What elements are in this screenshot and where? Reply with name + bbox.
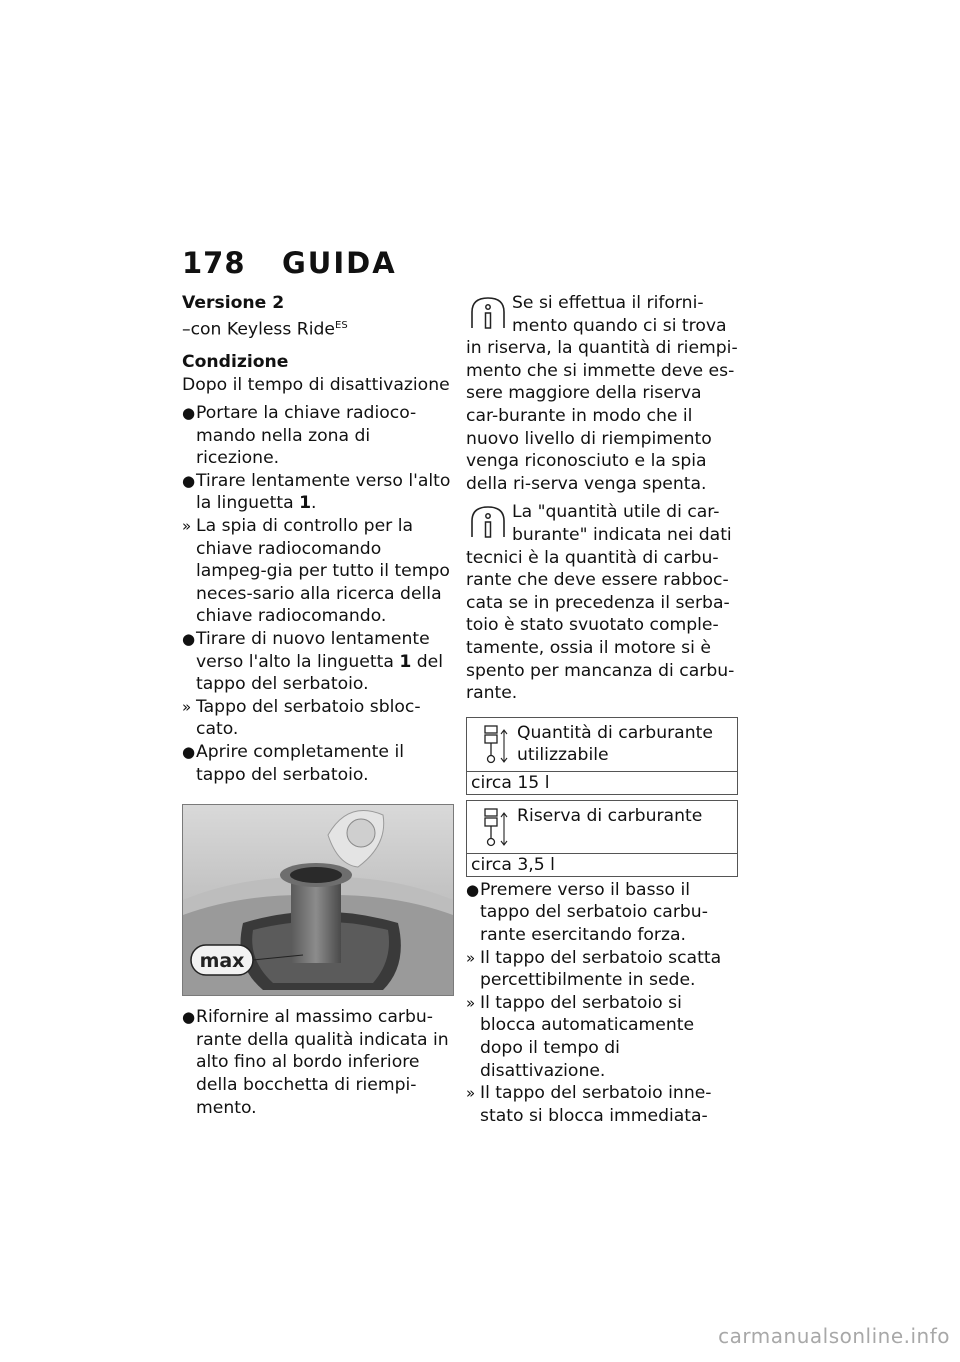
list-item [182,402,452,470]
list-item [466,879,738,947]
list-item-text: Tirare lentamente verso l'alto la linguetta [196,470,451,514]
bullet-marker: ● [466,880,480,899]
result-marker: » [182,517,192,536]
fuel-pump-icon [479,805,517,849]
list-item [466,1082,738,1127]
spec-table [466,800,738,877]
info-note [466,292,738,495]
spec-label: Quantità di carburante utilizzabile [517,722,713,766]
max-label: max [199,950,245,973]
list-item-text: Il tappo del serbatoio inne-stato si blocca immediata- [480,1083,712,1126]
condition-title: Condizione [182,351,289,372]
list-item-text: Portare la chiave radioco-mando nella zona di ricezione. [196,403,417,469]
list-item-text: Rifornire al massimo carbu-rante della qualità indicata in alto fino al bordo inferiore della bocchetta di riempi-mento. [196,1007,449,1118]
result-marker: » [182,697,192,716]
right-column [466,292,738,1127]
fuel-filler-photo [182,804,454,996]
list-item [182,515,452,628]
list-item [466,947,738,992]
left-column [182,292,452,1119]
version-sub-text: –con Keyless Ride [182,319,336,340]
spec-header [467,718,737,771]
version-subtitle [182,315,452,341]
info-icon [466,292,510,336]
callout-number: 1 [399,651,412,672]
list-item-text: Premere verso il basso il tappo del serbatoio carbu-rante esercitando forza. [480,879,708,946]
info-note-text: Se si effettua il riforni-mento quando ci si trova in riserva, la quantità di riempi-mento che si immette deve es-sere maggiore della riserva car-burante in modo che il nuovo livello di riempimento venga riconosciuto e la spia della ri-serva venga spenta. [466,293,738,494]
spec-value: circa 15 l [467,771,737,794]
bullet-marker: ● [182,471,196,490]
result-marker: » [466,948,476,967]
list-item-text: Tappo del serbatoio sbloc-cato. [196,696,421,740]
list-item-text: Il tappo del serbatoio si blocca automaticamente dopo il tempo di disattivazione. [480,992,695,1081]
condition-text: Dopo il tempo di disattivazione [182,374,450,395]
list-item-text: Il tappo del serbatoio scatta percettibilmente in sede. [480,947,722,991]
info-note [466,501,738,704]
info-icon [466,501,510,545]
bullet-marker: ● [182,404,196,423]
callout-number: 1 [299,493,312,514]
list-item [182,696,452,741]
fuel-pump-icon [479,722,517,766]
page-header [182,246,397,280]
list-item-text: Aprire completamente il tappo del serbatoio. [196,742,405,785]
list-item [182,741,452,786]
bullet-marker: ● [182,1008,196,1027]
fuel-filler-illustration [183,805,453,995]
section-title: GUIDA [282,246,397,280]
list-item [182,1006,452,1119]
result-marker: » [466,993,476,1012]
list-item [182,628,452,696]
spec-table [466,717,738,795]
version-title: Versione 2 [182,293,285,313]
watermark: carmanualsonline.info [718,1324,950,1348]
list-item-tail: . [311,493,317,514]
list-item [182,470,452,515]
list-item-text: La spia di controllo per la chiave radiocomando lampeg-gia per tutto il tempo neces-sario alla ricerca della chiave radiocomando. [196,516,450,627]
spec-label: Riserva di carburante [517,805,703,826]
list-item [466,992,738,1082]
info-note-text: La "quantità utile di car-burante" indicata nei dati tecnici è la quantità di carbu-rante che deve essere rabboc-cata se in precedenza il serba-toio è stato svuotato comple-tamente, ossia il motore si è spento per mancanza di carbu-rante. [466,502,735,704]
list-item-text: Tirare di nuovo lentamente verso l'alto la linguetta [196,629,430,672]
version-sup: ES [335,319,348,331]
bullet-marker: ● [182,743,196,762]
page-number: 178 [182,246,246,280]
spec-header [467,801,737,853]
result-marker: » [466,1084,476,1103]
bullet-marker: ● [182,630,196,649]
list-item-tail: del tappo del serbatoio. [196,651,444,695]
spec-value: circa 3,5 l [467,853,737,876]
